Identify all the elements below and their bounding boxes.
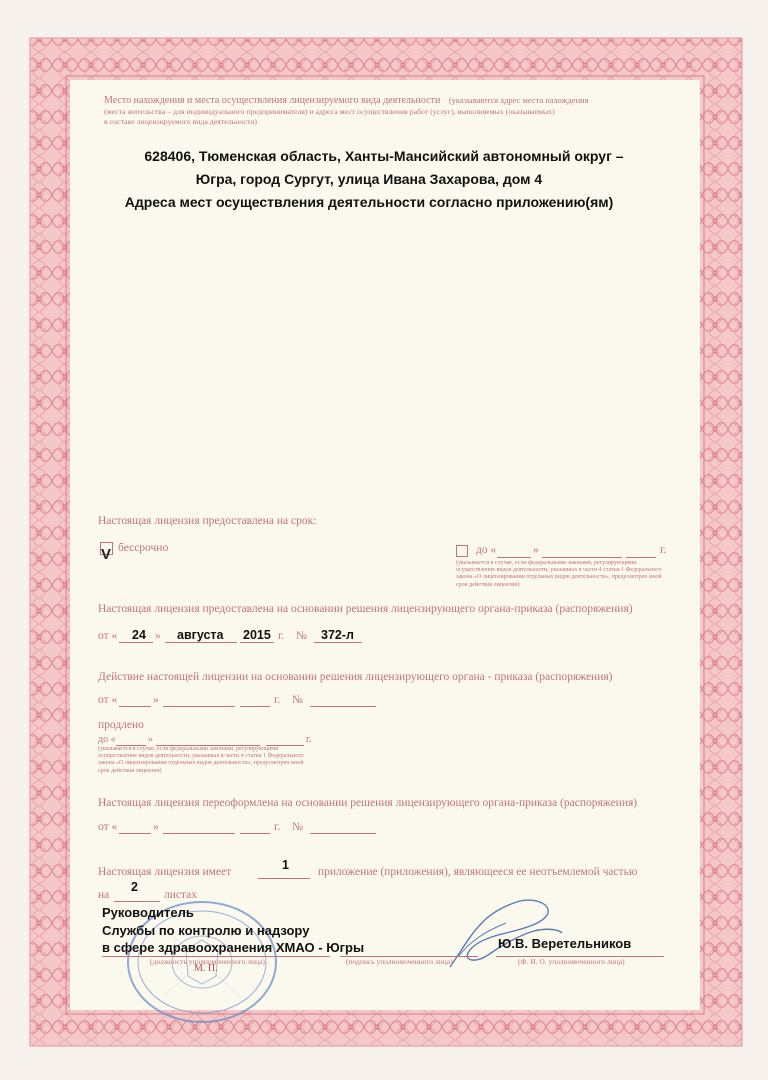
caption-signature: (подпись уполномоченного лица) (346, 957, 453, 966)
seal-mp-label: М. П. (194, 963, 218, 974)
reissued-number-sign: № (292, 821, 303, 833)
reissued-month-field[interactable] (163, 833, 235, 834)
action-label: Действие настоящей лицензии на основании решения лицензирующего органа - приказа (распоряжения) (98, 671, 613, 683)
caption-position: (должность уполномоченного лица) (150, 957, 265, 966)
action-year-suffix: г. (274, 694, 281, 706)
action-from-prefix: от « (98, 694, 118, 706)
action-month-field[interactable] (163, 706, 235, 707)
appendix-sheets: 2 (131, 880, 138, 894)
extended-quote: » (148, 734, 153, 745)
basis-number-sign: № (296, 630, 307, 642)
until-quote: » (533, 544, 539, 556)
address-line-1: 628406, Тюменская область, Ханты-Мансийский автономный округ – (144, 148, 624, 164)
basis-label: Настоящая лицензия предоставлена на основании решения лицензирующего органа-приказа (распоряжения) (98, 603, 633, 615)
reissued-from-prefix: от « (98, 821, 118, 833)
location-label-line3: в составе лицензируемого вида деятельности) (104, 117, 257, 126)
location-label: Место нахождения и места осуществления лицензируемого вида деятельности (указываются адрес места нахождения (104, 95, 589, 106)
basis-year: 2015 (243, 628, 271, 642)
reissued-year-suffix: г. (274, 821, 281, 833)
extended-label: продлено (98, 719, 144, 731)
extended-year-suffix: г. (306, 734, 312, 745)
until-checkbox[interactable] (456, 545, 468, 557)
basis-quote: » (155, 630, 161, 642)
appendix-count-underline (258, 878, 310, 879)
until-month-field[interactable] (542, 557, 622, 558)
basis-number: 372-л (321, 628, 354, 642)
reissued-day-field[interactable] (119, 833, 151, 834)
address-line-3: Адреса мест осуществления деятельности согласно приложению(ям) (124, 194, 614, 210)
until-day-field[interactable] (497, 557, 531, 558)
basis-month-underline (165, 642, 237, 643)
appendix-suffix: приложение (приложения), являющееся ее неотъемлемой частью (318, 866, 638, 878)
appendix-sheets-label: листах (164, 889, 198, 901)
until-year-suffix: г. (660, 544, 667, 556)
until-prefix: до « (476, 544, 497, 556)
appendix-count: 1 (282, 858, 289, 872)
action-quote: » (153, 694, 159, 706)
basis-number-underline (314, 642, 362, 643)
address-line-2: Югра, город Сургут, улица Ивана Захарова, дом 4 (195, 171, 543, 187)
basis-day: 24 (132, 628, 146, 642)
location-label-line2: (места жительства – для индивидуального предпринимателя) и адреса мест осуществления работ (услуг), выполняемых (оказываемых) (104, 107, 555, 116)
basis-month: августа (177, 628, 224, 642)
reissued-quote: » (153, 821, 159, 833)
indefinite-check-mark: V (101, 546, 112, 563)
basis-year-underline (240, 642, 274, 643)
reissued-number-field[interactable] (310, 833, 376, 834)
basis-day-underline (119, 642, 153, 643)
action-number-field[interactable] (310, 706, 376, 707)
basis-year-suffix: г. (278, 630, 285, 642)
until-year-field[interactable] (626, 557, 656, 558)
action-day-field[interactable] (119, 706, 151, 707)
reissued-year-field[interactable] (240, 833, 270, 834)
appendix-on-label: на (98, 889, 110, 901)
basis-from-prefix: от « (98, 630, 118, 642)
caption-name: (Ф. И. О. уполномоченного лица) (518, 957, 625, 966)
signer-name: Ю.В. Веретельников (498, 936, 632, 951)
reissued-label: Настоящая лицензия переоформлена на основании решения лицензирующего органа-приказа (распоряжения) (98, 797, 638, 809)
signer-position-line3: в сфере здравоохранения ХМАО - Югры (102, 940, 365, 955)
appendix-prefix: Настоящая лицензия имеет (98, 866, 232, 878)
extended-until-prefix: до « (98, 734, 116, 745)
extended-note: (указывается в случае, если федеральными законами, регулирующими осуществление видов деятельности, указанных в части 4 статьи 1 Федерального закона «О лицензировании отдельных видов деятельности», предусмотрен иной срок действия лицензии) (98, 746, 304, 774)
action-number-sign: № (292, 694, 303, 706)
action-year-field[interactable] (240, 706, 270, 707)
indefinite-label: бессрочно (118, 542, 169, 554)
signer-position-line2: Службы по контролю и надзору (102, 923, 310, 938)
term-label: Настоящая лицензия предоставлена на срок: (98, 515, 317, 527)
signer-position-line1: Руководитель (102, 905, 194, 920)
until-note: (указывается в случае, если федеральными законами, регулирующими осуществление видов деятельности, указанных в части 4 статьи 1 Федерального закона «О лицензировании отдельных видов деятельности», предусмотрен иной срок действия лицензии) (456, 560, 662, 588)
